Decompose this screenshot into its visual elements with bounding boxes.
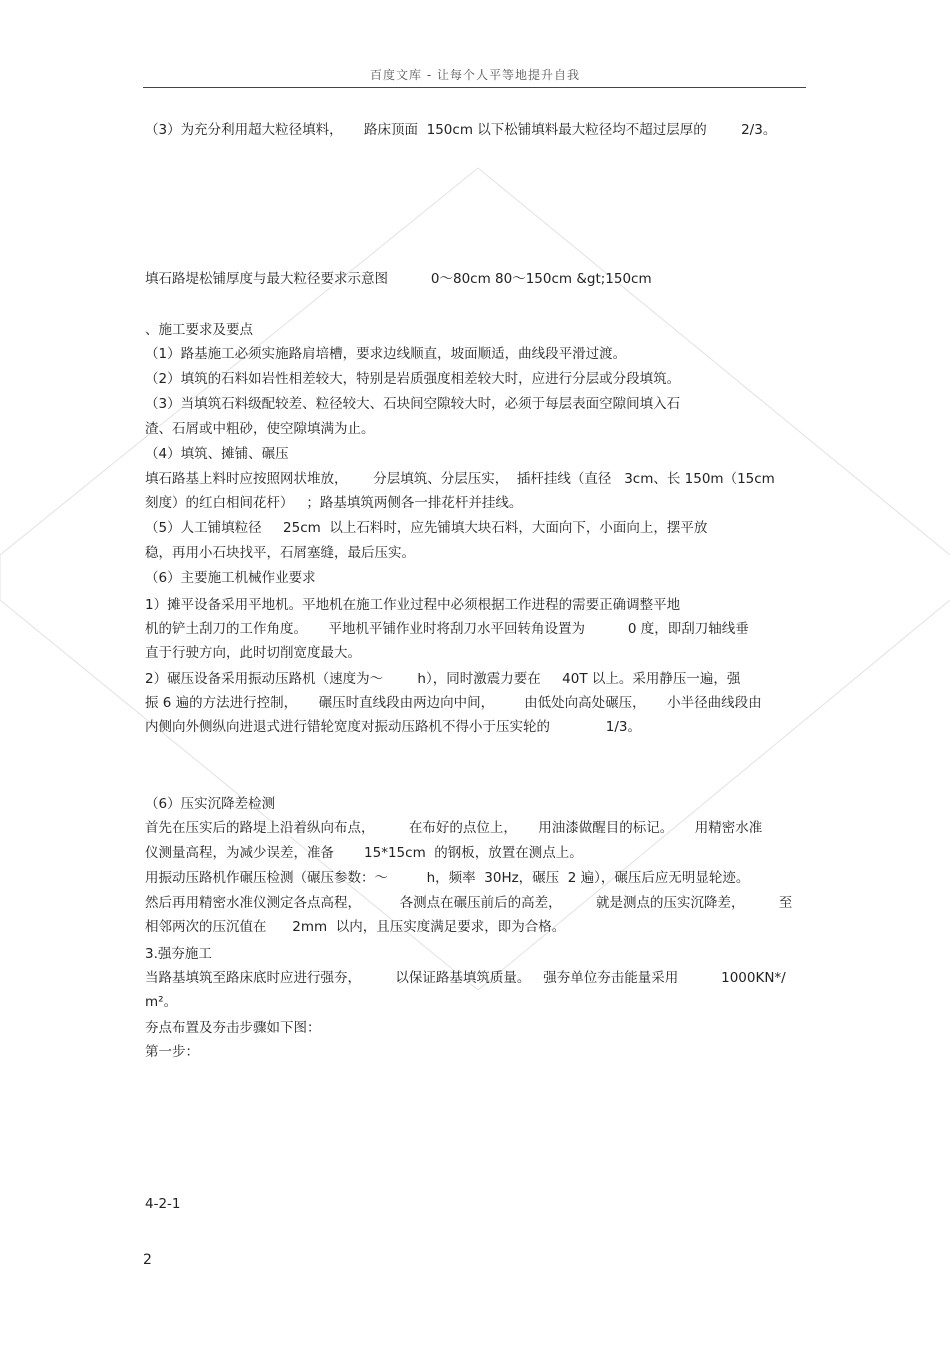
paragraph-line: 填石路基上料时应按照网状堆放， 分层填筑、分层压实， 插杆挂线（直径 3cm、长 150m（15cm [145, 471, 775, 487]
page-header: 百度文库 - 让每个人平等地提升自我 [370, 68, 580, 82]
paragraph-line: 2）碾压设备采用振动压路机（速度为～ h），同时激震力要在 40T 以上。采用静压一遍，强 [145, 671, 741, 687]
paragraph-line: 稳，再用小石块找平，石屑塞缝，最后压实。 [145, 545, 415, 561]
section-heading: 、施工要求及要点 [145, 322, 253, 338]
paragraph-line-1: （3）为充分利用超大粒径填料， 路床顶面 150cm 以下松铺填料最大粒径均不超过层厚的 2/3。 [145, 122, 777, 138]
paragraph-line: 第一步： [145, 1044, 199, 1060]
figure-caption: 填石路堤松铺厚度与最大粒径要求示意图 0～80cm 80～150cm &gt;150cm [145, 271, 652, 287]
paragraph-line: m²。 [145, 994, 178, 1010]
paragraph-line: 振 6 遍的方法进行控制， 碾压时直线段由两边向中间， 由低处向高处碾压， 小半径曲线段由 [145, 695, 762, 711]
paragraph-line: 1）摊平设备采用平地机。平地机在施工作业过程中必须根据工作进程的需要正确调整平地 [145, 597, 681, 613]
paragraph-line: 机的铲土刮刀的工作角度。 平地机平铺作业时将刮刀水平回转角设置为 0 度，即刮刀轴线垂 [145, 621, 749, 637]
subsection-heading: （6）主要施工机械作业要求 [145, 570, 316, 586]
subsection-heading: （4）填筑、摊铺、碾压 [145, 446, 289, 462]
paragraph-line: 当路基填筑至路床底时应进行强夯， 以保证路基填筑质量。 强夯单位夯击能量采用 1000KN*/ [145, 970, 786, 986]
paragraph-line: 然后再用精密水准仪测定各点高程， 各测点在碾压前后的高差， 就是测点的压实沉降差， 至 [145, 895, 793, 911]
paragraph-line: 首先在压实后的路堤上沿着纵向布点， 在布好的点位上， 用油漆做醒目的标记。 用精密水准 [145, 820, 763, 836]
paragraph-line: （2）填筑的石料如岩性相差较大，特别是岩质强度相差较大时，应进行分层或分段填筑。 [145, 371, 681, 387]
figure-label: 4-2-1 [145, 1196, 181, 1212]
paragraph-line: （5）人工铺填粒径 25cm 以上石料时，应先铺填大块石料，大面向下，小面向上，摆平放 [145, 520, 708, 536]
paragraph-line: 直于行驶方向，此时切削宽度最大。 [145, 645, 361, 661]
paragraph-line: 仪测量高程，为减少误差，准备 15*15cm 的钢板，放置在测点上。 [145, 845, 583, 861]
paragraph-line: （3）当填筑石料级配较差、粒径较大、石块间空隙较大时，必须于每层表面空隙间填入石 [145, 396, 681, 412]
paragraph-line: 内侧向外侧纵向进退式进行错轮宽度对振动压路机不得小于压实轮的 1/3。 [145, 719, 642, 735]
paragraph-line: 相邻两次的压沉值在 2mm 以内，且压实度满足要求，即为合格。 [145, 919, 566, 935]
paragraph-line: 刻度）的红白相间花杆） ；路基填筑两侧各一排花杆并挂线。 [145, 495, 523, 511]
paragraph-line: （1）路基施工必须实施路肩培槽，要求边线顺直，坡面顺适，曲线段平滑过渡。 [145, 346, 627, 362]
page-number: 2 [143, 1252, 152, 1268]
paragraph-line: 夯点布置及夯击步骤如下图： [145, 1020, 321, 1036]
paragraph-line: 用振动压路机作碾压检测（碾压参数：～ h，频率 30Hz，碾压 2 遍），碾压后应无明显轮迹。 [145, 870, 750, 886]
section-heading: 3.强夯施工 [145, 946, 212, 962]
subsection-heading: （6）压实沉降差检测 [145, 796, 276, 812]
paragraph-line: 渣、石屑或中粗砂，使空隙填满为止。 [145, 421, 375, 437]
header-divider [143, 87, 806, 88]
